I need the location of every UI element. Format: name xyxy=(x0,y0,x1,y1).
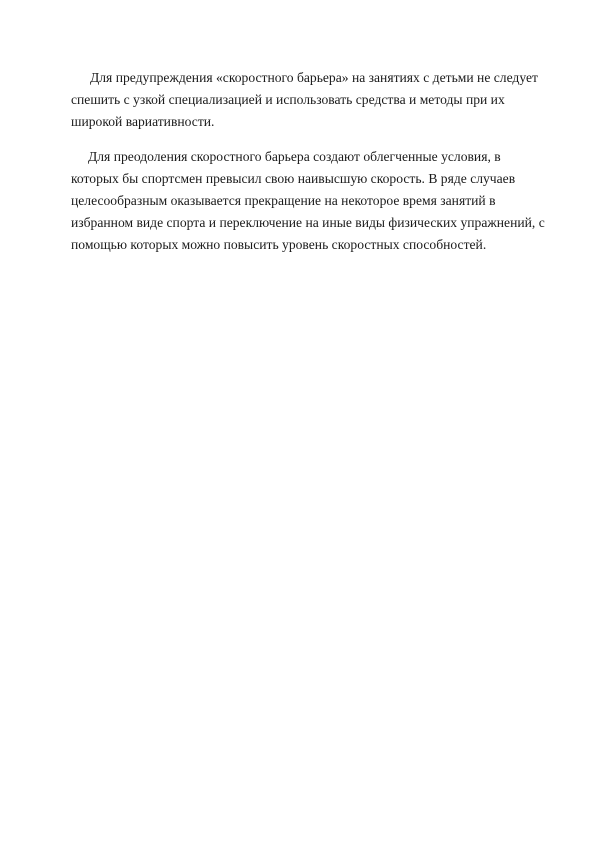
paragraph-line: Для преодоления скоростного барьера создают облегченные условия, в xyxy=(88,149,501,165)
paragraph-line: Для предупреждения «скоростного барьера» на занятиях с детьми не следует xyxy=(90,69,538,85)
document-body xyxy=(71,53,556,270)
paragraph-line: которых бы спортсмен превысил свою наивысшую скорость. В ряде случаев xyxy=(71,171,516,187)
paragraph-line: помощью которых можно повысить уровень скоростных способностей. xyxy=(71,237,487,253)
paragraph-line: целесообразным оказывается прекращение на некоторое время занятий в xyxy=(71,193,496,209)
paragraph-speed-barrier-overcoming xyxy=(71,146,556,256)
paragraph-line: избранном виде спорта и переключение на иные виды физических упражнений, с xyxy=(71,215,545,231)
paragraph-line: широкой вариативности. xyxy=(71,113,215,129)
paragraph-line: спешить с узкой специализацией и использовать средства и методы при их xyxy=(71,91,505,107)
paragraph-speed-barrier-prevention xyxy=(71,67,556,133)
